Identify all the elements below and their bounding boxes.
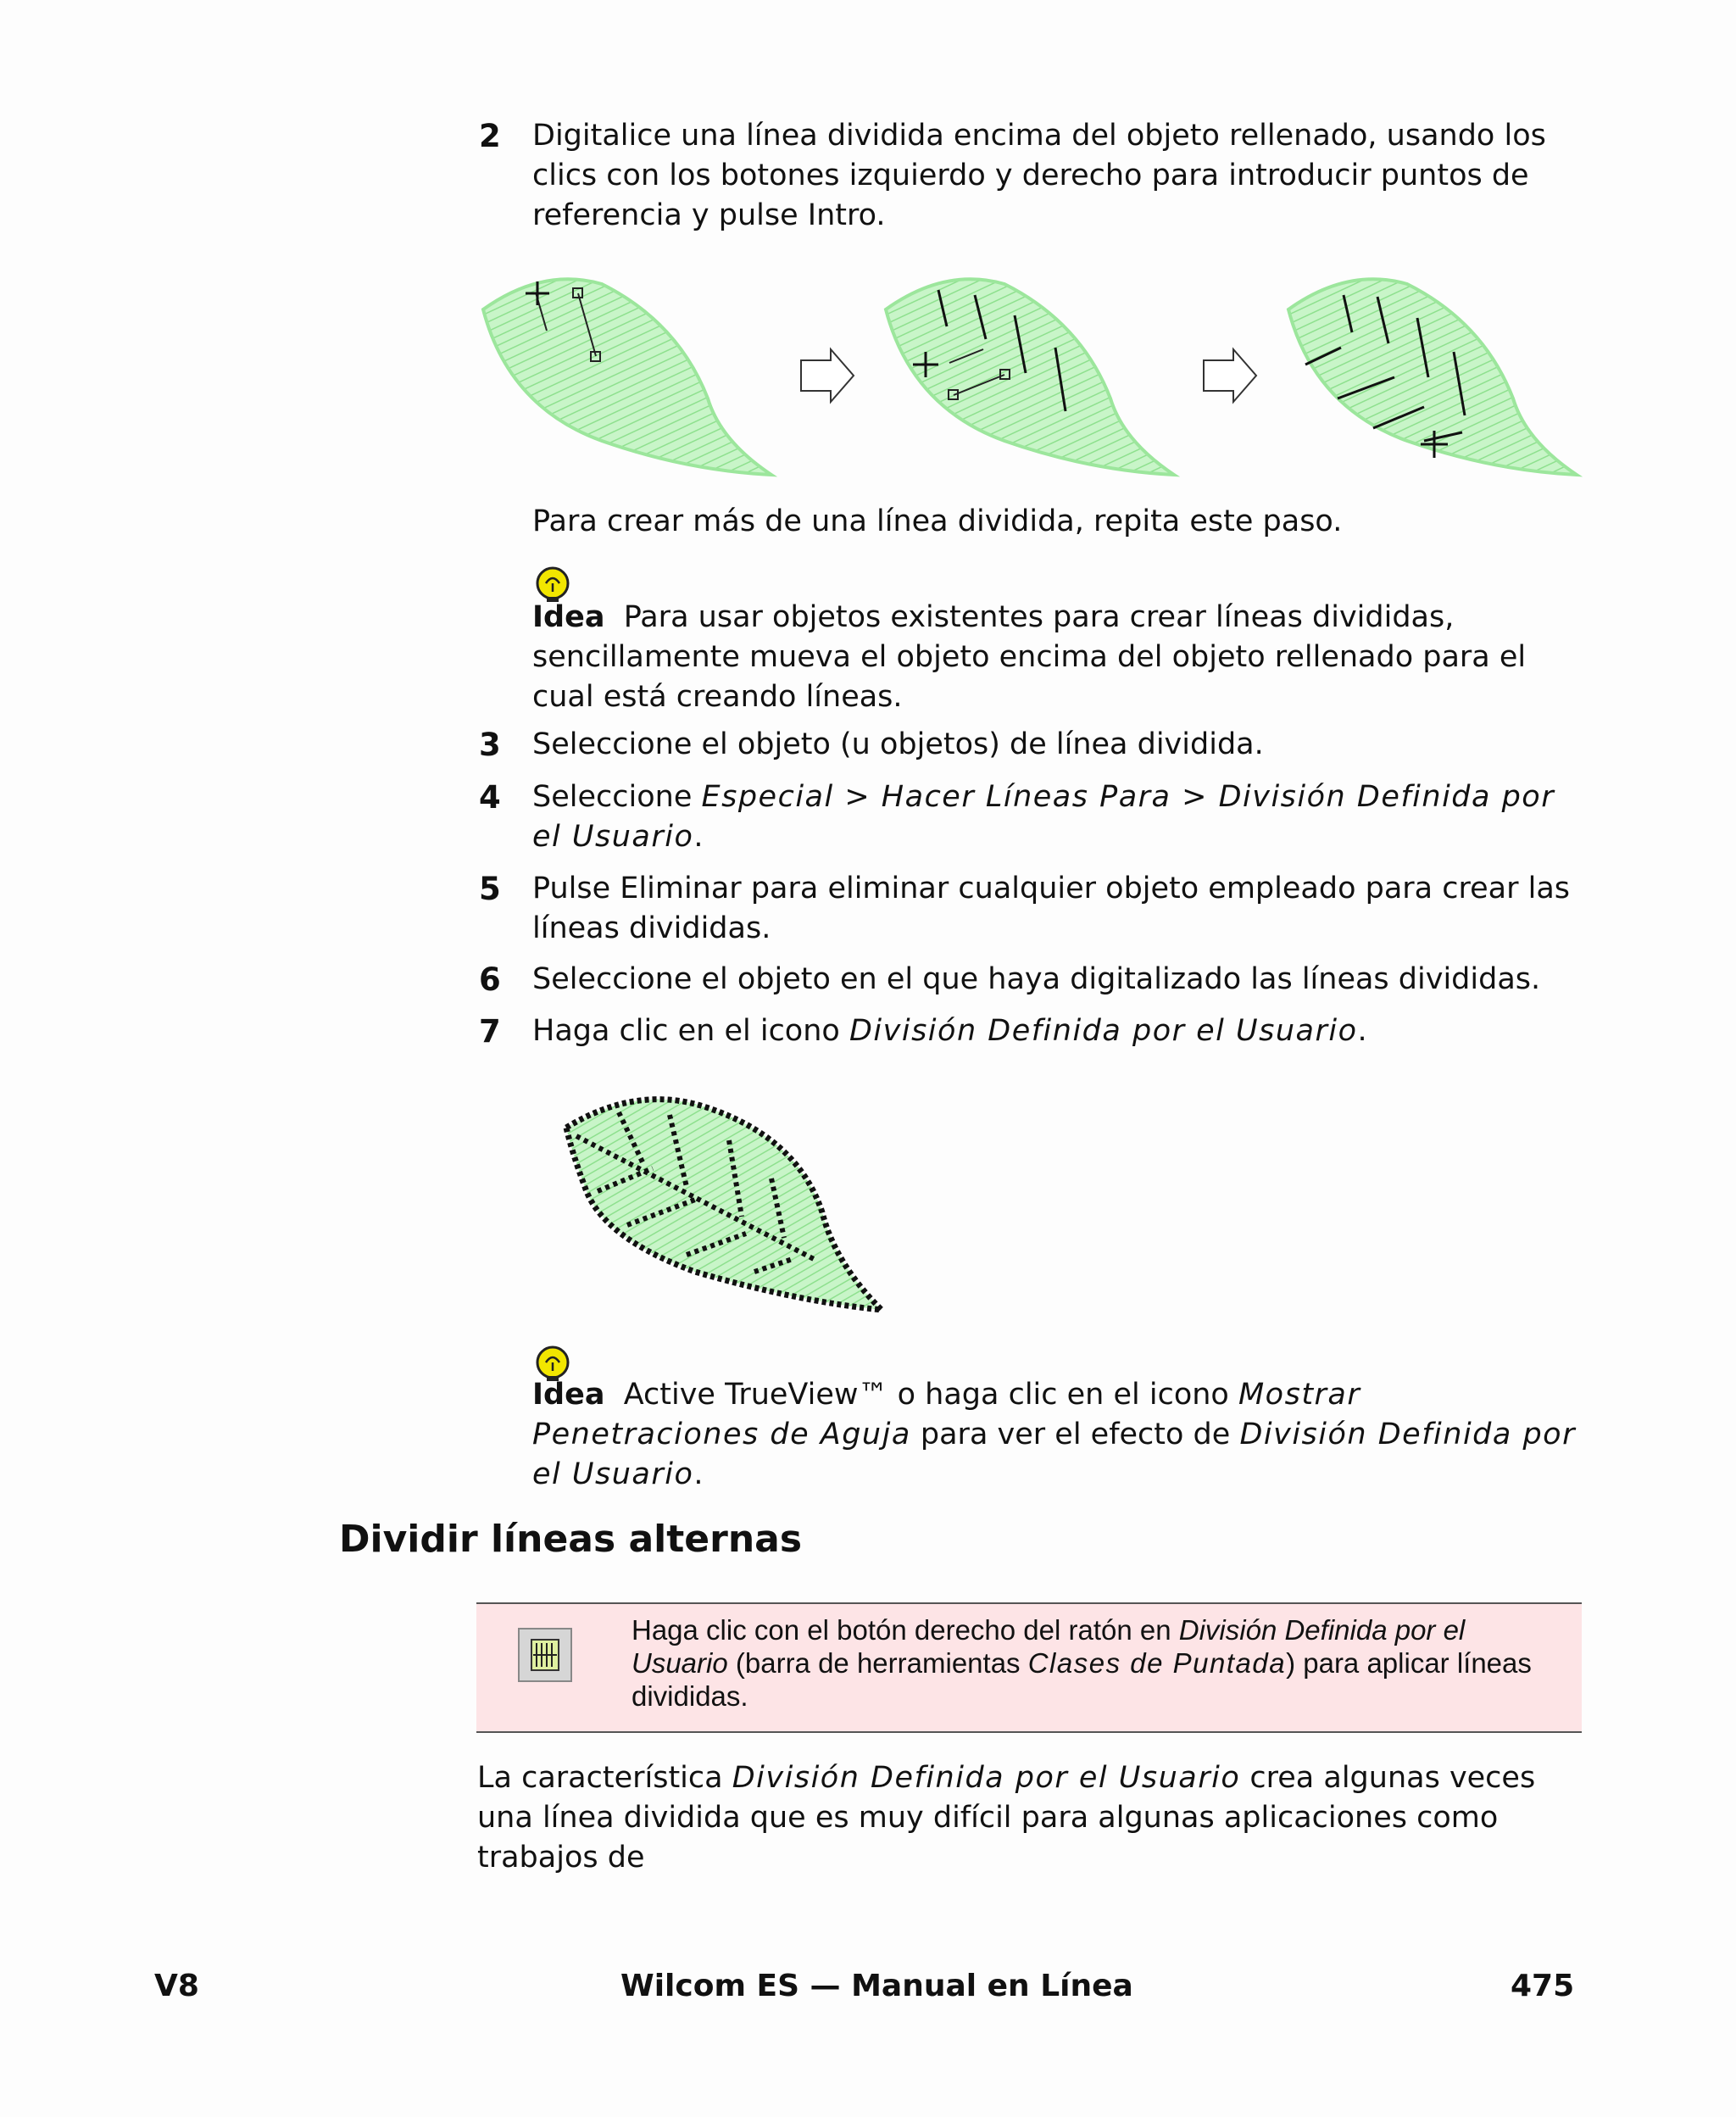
step-2-text: Digitalice una línea dividida encima del objeto rellenado, usando los clics con los botones izquierdo y derecho para introducir puntos de referencia y pulse Intro. [532,119,1546,232]
leaf-step-1 [483,279,771,475]
footer-page-number: 475 [1511,1969,1575,2003]
step-4-pre: Seleccione [532,780,702,814]
body-feature: División Definida por el Usuario [732,1761,1241,1795]
step-6-text: Seleccione el objeto en el que haya digitalizado las líneas divididas. [532,962,1541,996]
leaf-step-2 [886,279,1174,475]
body-pre: La característica [477,1761,732,1795]
step-3-text: Seleccione el objeto (u objetos) de línea dividida. [532,727,1264,761]
leaf-step-3 [1288,279,1577,475]
idea-label: Idea [532,600,605,634]
step-number-5: 5 [479,871,501,907]
callout-post: ) para aplicar líneas divididas. [632,1647,1532,1712]
effect-name: División Definida por el Usuario [532,1418,1576,1491]
step-7-post: . [1357,1014,1367,1048]
arrow-right-icon [1204,349,1256,402]
step-7-pre: Haga clic en el icono [532,1014,849,1048]
step-number-2: 2 [479,118,501,154]
idea-text: Para usar objetos existentes para crear líneas divididas, sencillamente mueva el objeto encima del objeto rellenado para el cual está creando líneas. [532,600,1527,714]
step-4-text [532,777,1583,857]
idea-2-post: . [693,1457,704,1491]
step-number-3: 3 [479,727,501,763]
arrow-right-icon [801,349,854,402]
idea-2-pre: Active TrueView™ o haga clic en el icono [623,1378,1238,1412]
step-5-text: Pulse Eliminar para eliminar cualquier objeto empleado para crear las líneas divididas. [532,872,1571,945]
step-number-6: 6 [479,961,501,998]
callout-text [632,1613,1564,1713]
body-post: crea algunas veces una línea dividida que es muy difícil para algunas aplicaciones como trabajos de [477,1761,1536,1875]
split-line-digitizing-illustration [475,271,1585,483]
idea-2-mid: para ver el efecto de [910,1418,1240,1451]
section-heading: Dividir líneas alternas [339,1518,803,1561]
section-body [477,1758,1583,1878]
step-number-4: 4 [479,779,501,816]
user-defined-split-result-leaf [559,1094,890,1323]
needle-penetrations-icon-name: Mostrar Penetraciones de Aguja [532,1378,1361,1451]
footer-version: V8 [154,1969,199,2003]
icon-name: División Definida por el Usuario [849,1014,1358,1048]
repeat-step-note: Para crear más de una línea dividida, repita este paso. [532,504,1343,538]
idea-tip-2 [532,1375,1583,1495]
callout-tool: División Definida por el Usuario [632,1614,1466,1679]
menu-path: Especial > Hacer Líneas Para > División Definida por el Usuario [532,780,1555,854]
callout-toolbar: Clases de Puntada [1027,1647,1287,1679]
footer-title: Wilcom ES — Manual en Línea [620,1969,1133,2003]
user-defined-split-tool-icon [518,1628,572,1682]
step-4-post: . [693,820,704,854]
idea-label: Idea [532,1378,605,1412]
step-number-7: 7 [479,1013,501,1050]
callout-mid: (barra de herramientas [727,1647,1028,1679]
idea-tip-1 [532,598,1583,717]
step-7-text [532,1011,1583,1051]
callout-pre: Haga clic con el botón derecho del ratón en [632,1614,1179,1646]
